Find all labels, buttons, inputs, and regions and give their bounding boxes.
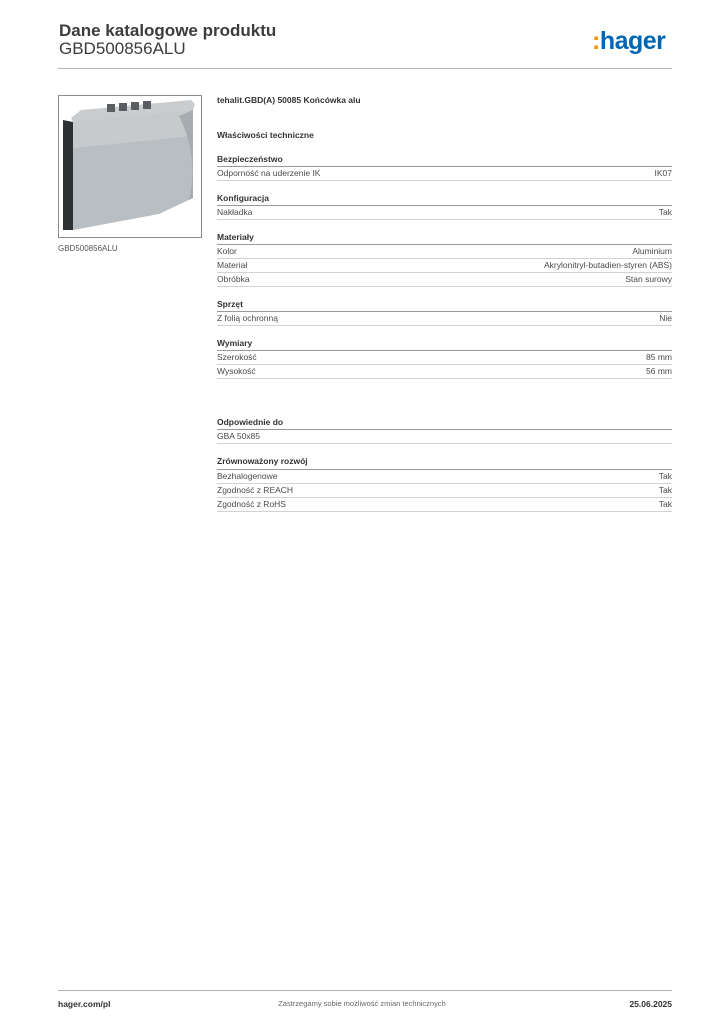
section-configuration: [217, 193, 672, 220]
footer-date: 25.06.2025: [629, 999, 672, 1009]
section-dimensions: [217, 338, 672, 379]
section-title: Bezpieczeństwo: [217, 154, 672, 167]
row-label: Kolor: [217, 246, 237, 256]
row-label: Szerokość: [217, 352, 257, 362]
row-label: Zgodność z REACH: [217, 485, 294, 495]
row-label: Materiał: [217, 260, 248, 270]
table-row: [217, 245, 672, 259]
section-safety: [217, 154, 672, 181]
product-image: [58, 95, 202, 238]
footer-disclaimer: Zastrzegamy sobie możliwość zmian technicznych: [278, 999, 446, 1008]
table-row: [217, 312, 672, 326]
logo-dot: :: [592, 27, 600, 55]
section-materials: [217, 232, 672, 287]
logo-text: hager: [599, 27, 666, 55]
row-value: 56 mm: [646, 366, 672, 376]
row-value: Stan surowy: [625, 274, 672, 284]
row-label: Odporność na uderzenie IK: [217, 168, 321, 178]
table-row: [217, 470, 672, 484]
header-divider: [58, 68, 672, 69]
row-value: IK07: [654, 168, 672, 178]
row-label: Z folią ochronną: [217, 313, 278, 323]
section-suitable-for: [217, 417, 672, 444]
row-value: 85 mm: [646, 352, 672, 362]
table-row: [217, 484, 672, 498]
product-details: [217, 95, 672, 512]
table-row: [217, 273, 672, 287]
row-value: Tak: [658, 471, 672, 481]
section-title: Konfiguracja: [217, 193, 672, 206]
row-label: Wysokość: [217, 366, 256, 376]
hager-logo: [592, 27, 665, 56]
product-photo-icon: [59, 96, 201, 237]
row-label: GBA 50x85: [217, 431, 261, 441]
row-value: Aluminium: [632, 246, 672, 256]
table-row: [217, 167, 672, 181]
page-title: Dane katalogowe produktu: [59, 21, 277, 40]
section-title: Wymiary: [217, 338, 672, 351]
footer-divider: [58, 990, 672, 991]
section-title: Zrównoważony rozwój: [217, 456, 672, 470]
section-sustainability: [217, 456, 672, 512]
table-row: [217, 498, 672, 512]
table-row: [217, 206, 672, 220]
section-equipment: [217, 299, 672, 326]
row-value: Nie: [659, 313, 672, 323]
table-row: [217, 259, 672, 273]
product-code: GBD500856ALU: [59, 39, 186, 58]
row-value: Tak: [658, 499, 672, 509]
row-label: Nakładka: [217, 207, 253, 217]
table-row: [217, 430, 672, 444]
image-caption: GBD500856ALU: [58, 244, 118, 253]
table-row: [217, 365, 672, 379]
row-value: Akrylonitryl-butadien-styren (ABS): [543, 260, 672, 270]
footer-website-link[interactable]: hager.com/pl: [58, 999, 111, 1009]
row-label: Bezhalogenowe: [217, 471, 278, 481]
table-row: [217, 351, 672, 365]
row-value: Tak: [658, 207, 672, 217]
section-title: Odpowiednie do: [217, 417, 672, 430]
product-name: tehalit.GBD(A) 50085 Końcówka alu: [217, 95, 361, 105]
row-label: Obróbka: [217, 274, 250, 284]
row-label: Zgodność z RoHS: [217, 499, 286, 509]
section-title: Materiały: [217, 232, 672, 245]
row-value: Tak: [658, 485, 672, 495]
section-title: Sprzęt: [217, 299, 672, 312]
properties-heading: Właściwości techniczne: [217, 130, 314, 140]
